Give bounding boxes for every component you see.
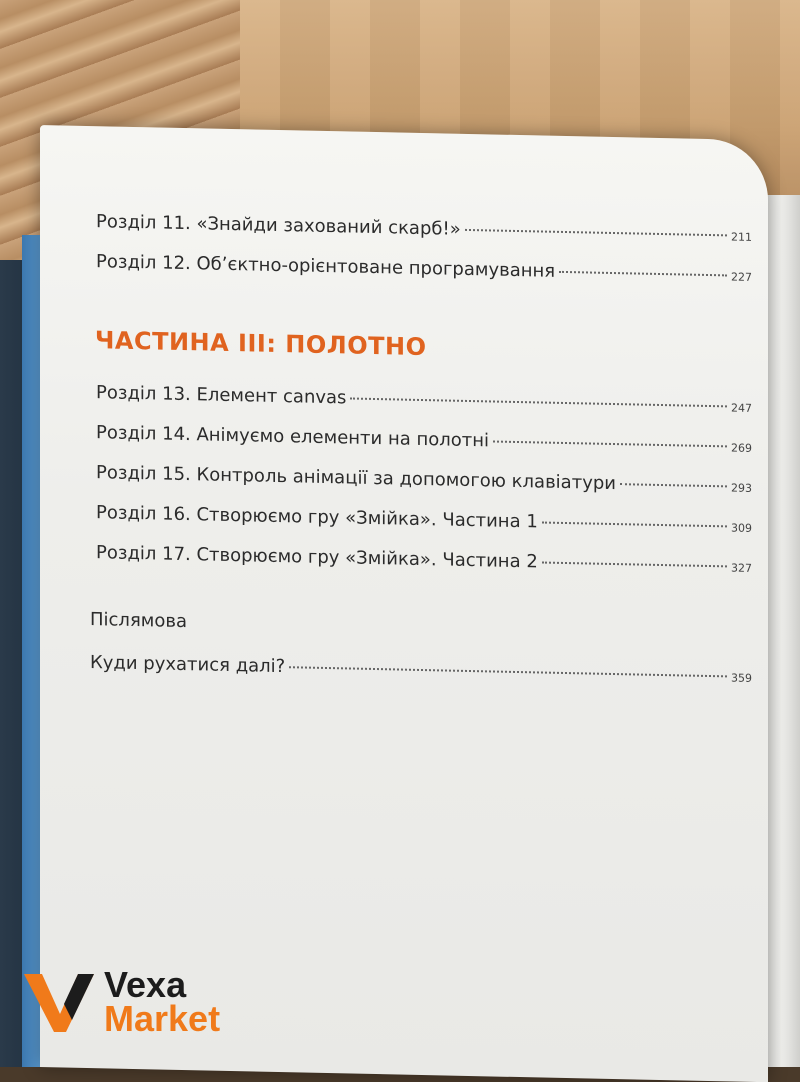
toc-page-number: 211 — [731, 230, 752, 244]
toc-entry-title: Розділ 16. Створюємо гру «Змійка». Частина 1 — [96, 502, 538, 533]
afterword-heading: Післямова — [90, 609, 187, 633]
watermark-logo — [22, 964, 221, 1039]
part-heading: ЧАСТИНА III: ПОЛОТНО — [95, 326, 427, 362]
toc-leader-dots — [465, 229, 727, 236]
toc-entry-title: Розділ 17. Створюємо гру «Змійка». Частина 2 — [96, 542, 538, 573]
toc-leader-dots — [559, 271, 727, 277]
toc-page-number: 269 — [731, 441, 752, 455]
toc-entry-chapter-12 — [96, 251, 752, 295]
toc-entry-title: Розділ 15. Контроль анімації за допомогою клавіатури — [96, 462, 616, 495]
toc-page-number: 359 — [731, 671, 752, 685]
toc-page-number: 247 — [731, 401, 752, 415]
watermark-text — [104, 964, 221, 1039]
toc-entry-title: Куди рухатися далі? — [90, 652, 286, 678]
toc-entry-chapter-15 — [96, 462, 752, 506]
toc-entry-chapter-11 — [96, 211, 752, 255]
toc-leader-dots — [542, 562, 727, 568]
toc-entry-chapter-16 — [96, 502, 752, 546]
toc-entry-next-steps — [90, 652, 752, 696]
toc-leader-dots — [620, 483, 727, 487]
toc-entry-title: Розділ 11. «Знайди захований скарб!» — [96, 211, 461, 240]
watermark-word-2: Market — [104, 998, 221, 1039]
watermark-word-1: Vexa — [104, 964, 187, 1005]
toc-entry-title: Розділ 14. Анімуємо елементи на полотні — [96, 422, 490, 452]
toc-leader-dots — [493, 440, 727, 447]
toc-page-number: 293 — [731, 481, 752, 495]
toc-leader-dots — [542, 522, 727, 528]
toc-entry-chapter-13 — [96, 382, 752, 426]
toc-leader-dots — [350, 398, 727, 408]
toc-entry-title: Розділ 13. Елемент canvas — [96, 382, 347, 409]
toc-entry-chapter-17 — [96, 542, 752, 586]
toc-entry-title: Розділ 12. Об’єктно-орієнтоване програмування — [96, 251, 556, 282]
v-logo-icon — [22, 970, 96, 1034]
toc-page-number: 227 — [731, 270, 752, 284]
toc-entry-chapter-14 — [96, 422, 752, 466]
book-page — [40, 125, 768, 1082]
toc-leader-dots — [289, 666, 727, 677]
toc-page-number: 309 — [731, 521, 752, 535]
toc-page-number: 327 — [731, 561, 752, 575]
